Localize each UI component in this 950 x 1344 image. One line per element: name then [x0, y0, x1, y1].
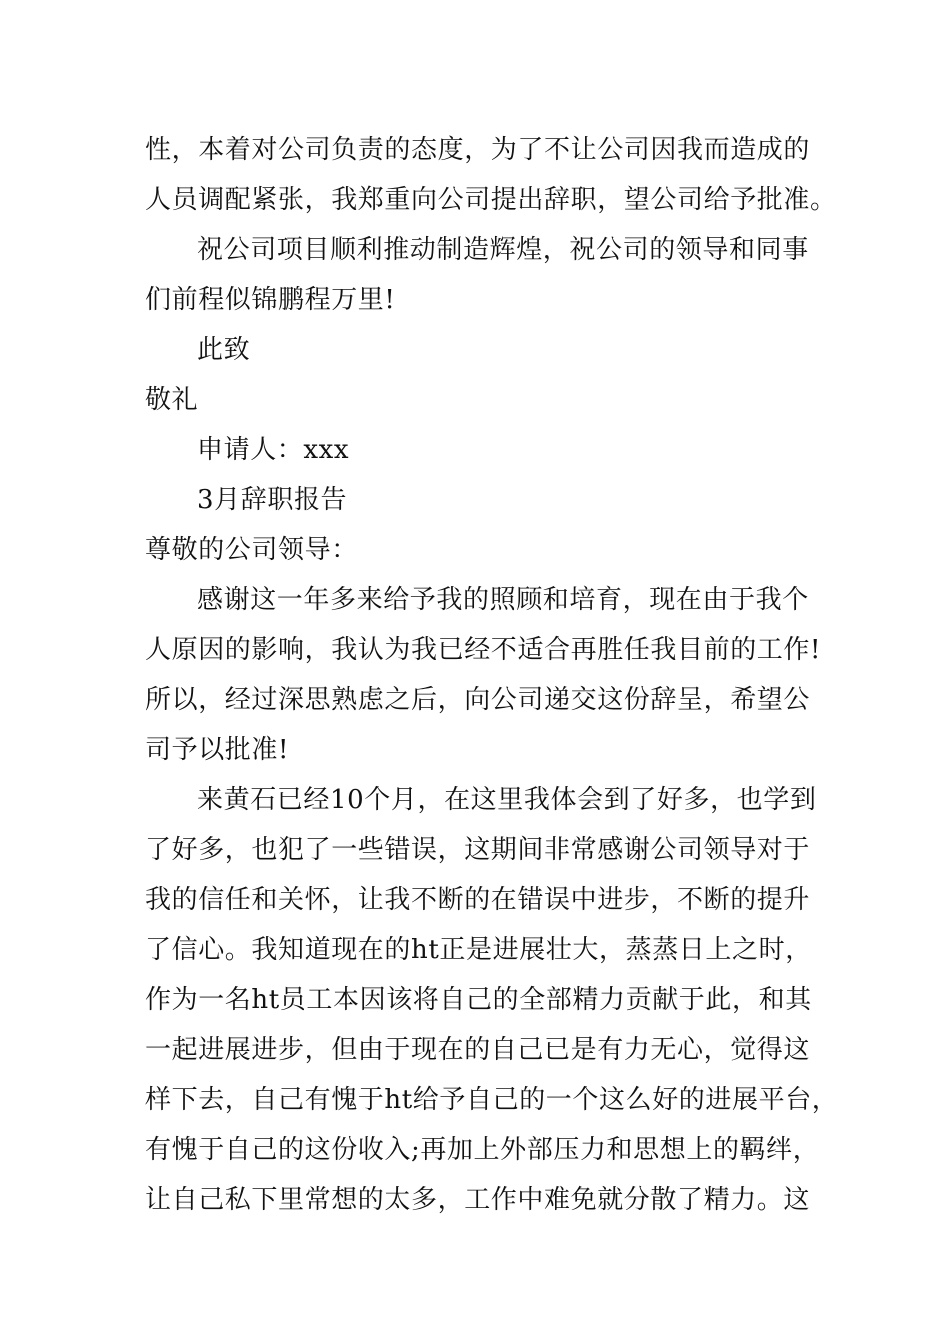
text-line: 一起进展进步，但由于现在的自己已是有力无心，觉得这 [145, 1035, 811, 1065]
text-line: 了好多，也犯了一些错误，这期间非常感谢公司领导对于 [145, 835, 811, 865]
text-line: 让自己私下里常想的太多，工作中难免就分散了精力。这 [145, 1185, 811, 1215]
text-line: 人员调配紧张，我郑重向公司提出辞职，望公司给予批准。 [145, 185, 837, 215]
text-line: 司予以批准! [145, 735, 290, 765]
text-line: 人原因的影响，我认为我已经不适合再胜任我目前的工作! [145, 635, 822, 665]
text-line: 性，本着对公司负责的态度，为了不让公司因我而造成的 [145, 135, 811, 165]
text-line: 我的信任和关怀，让我不断的在错误中进步，不断的提升 [145, 885, 811, 915]
text-line: 们前程似锦鹏程万里! [145, 285, 396, 315]
text-line: 所以，经过深思熟虑之后，向公司递交这份辞呈，希望公 [145, 685, 811, 715]
text-line: 来黄石已经10个月，在这里我体会到了好多，也学到 [197, 785, 817, 815]
text-line: 祝公司项目顺利推动制造辉煌，祝公司的领导和同事 [197, 235, 809, 265]
applicant-signature: 申请人：xxx [197, 435, 350, 465]
closing-salute: 敬礼 [145, 385, 199, 415]
text-line: 样下去，自己有愧于ht给予自己的一个这么好的进展平台， [145, 1085, 839, 1115]
section-title: 3月辞职报告 [197, 485, 348, 515]
text-line: 作为一名ht员工本因该将自己的全部精力贡献于此，和其 [145, 985, 812, 1015]
salutation: 尊敬的公司领导： [145, 535, 358, 565]
text-line: 感谢这一年多来给予我的照顾和培育，现在由于我个 [197, 585, 809, 615]
text-line: 有愧于自己的这份收入;再加上外部压力和思想上的羁绊， [145, 1135, 820, 1165]
text-line: 了信心。我知道现在的ht正是进展壮大，蒸蒸日上之时， [145, 935, 812, 965]
closing-phrase: 此致 [197, 335, 251, 365]
